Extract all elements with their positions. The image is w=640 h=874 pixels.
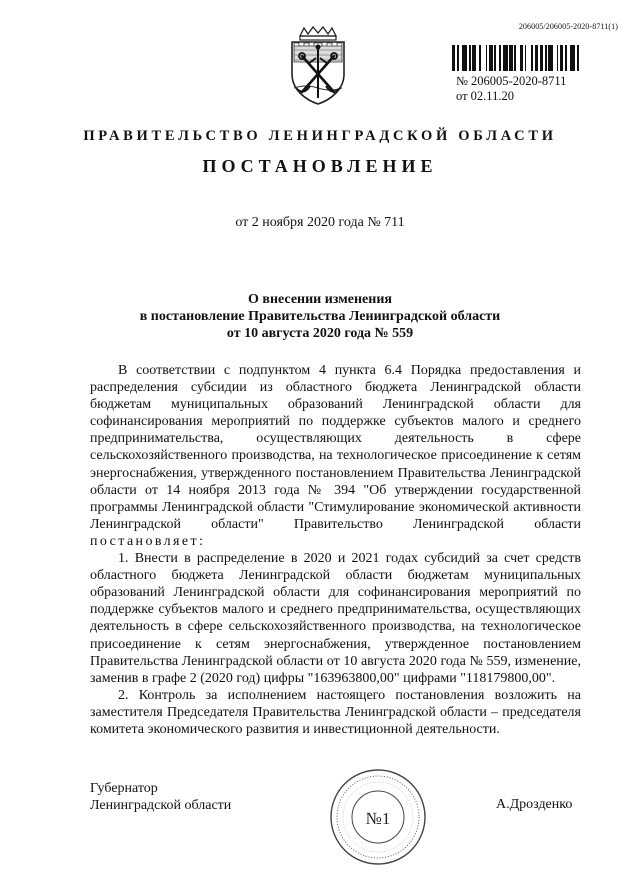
document-code: 206005/206005-2020-8711(1) [518,22,618,31]
position-line-1: Губернатор [90,781,158,796]
signatory-position [90,780,231,814]
stamp-number: №1 [365,809,391,828]
item-1-paragraph: 1. Внести в распределение в 2020 и 2021 годах субсидий за счет средств областного бюджета Ленинградской области бюджетам муниципальных образований Ленинградской области для софинансирования мероприятий по поддержке субъектов малого и среднего предпринимательства, осуществляющих деятельность в сфере сельскохозяйственного производства, на технологическое присоединение к сетям энергоснабжения, утвержденное постановлением Правительства Ленинградской области от 10 августа 2020 года № 559, изменение, заменив в графе 2 (2020 год) цифры "163963800,00" цифрами "118179800,00". [90,551,581,686]
preamble-paragraph [90,362,581,550]
signatory-name: А.Дрозденко [496,797,573,812]
subject-line-1: О внесении изменения [248,292,392,307]
document-body [90,362,581,738]
item-2-paragraph: 2. Контроль за исполнением настоящего постановления возложить на заместителя Председателя Правительства Ленинградской области – председателя комитета экономического развития и инвестиционной деятельности. [90,687,581,737]
registration-number: № 206005-2020-8711 [456,74,567,88]
subject-line-2: в постановление Правительства Ленинградской области [139,309,501,324]
subject-line-3: от 10 августа 2020 года № 559 [226,326,414,341]
registration-date: от 02.11.20 [456,89,514,103]
registration-number-block [456,74,566,104]
barcode-bar [579,45,582,71]
document-type: ПОСТАНОВЛЕНИЕ [202,156,438,176]
government-title: ПРАВИТЕЛЬСТВО ЛЕНИНГРАДСКОЙ ОБЛАСТИ [83,128,557,144]
document-subject [0,291,640,342]
coat-of-arms-icon [286,26,350,106]
document-date-number: от 2 ноября 2020 года № 711 [235,215,405,230]
barcode [452,45,582,71]
position-line-2: Ленинградской области [90,798,232,813]
official-stamp [329,768,427,866]
preamble-text: В соответствии с подпунктом 4 пункта 6.4 Порядка предоставления и распределения субсидии из областного бюджета Ленинградской области бюджетам муниципальных образований Ленинградской области для софинансирования мероприятий по поддержке субъектов малого и среднего предпринимательства, осуществляющих деятельность в сфере сельскохозяйственного производства, на технологическое присоединение к сетям энергоснабжения, утвержденного постановлением Правительства Ленинградской области от 14 ноября 2013 года № 394 "Об утверждении государственной программы Ленинградской области "Стимулирование экономической активности Ленинградской области" Правительство Ленинградской области [90,363,581,532]
resolves-word: постановляет: [90,533,206,549]
